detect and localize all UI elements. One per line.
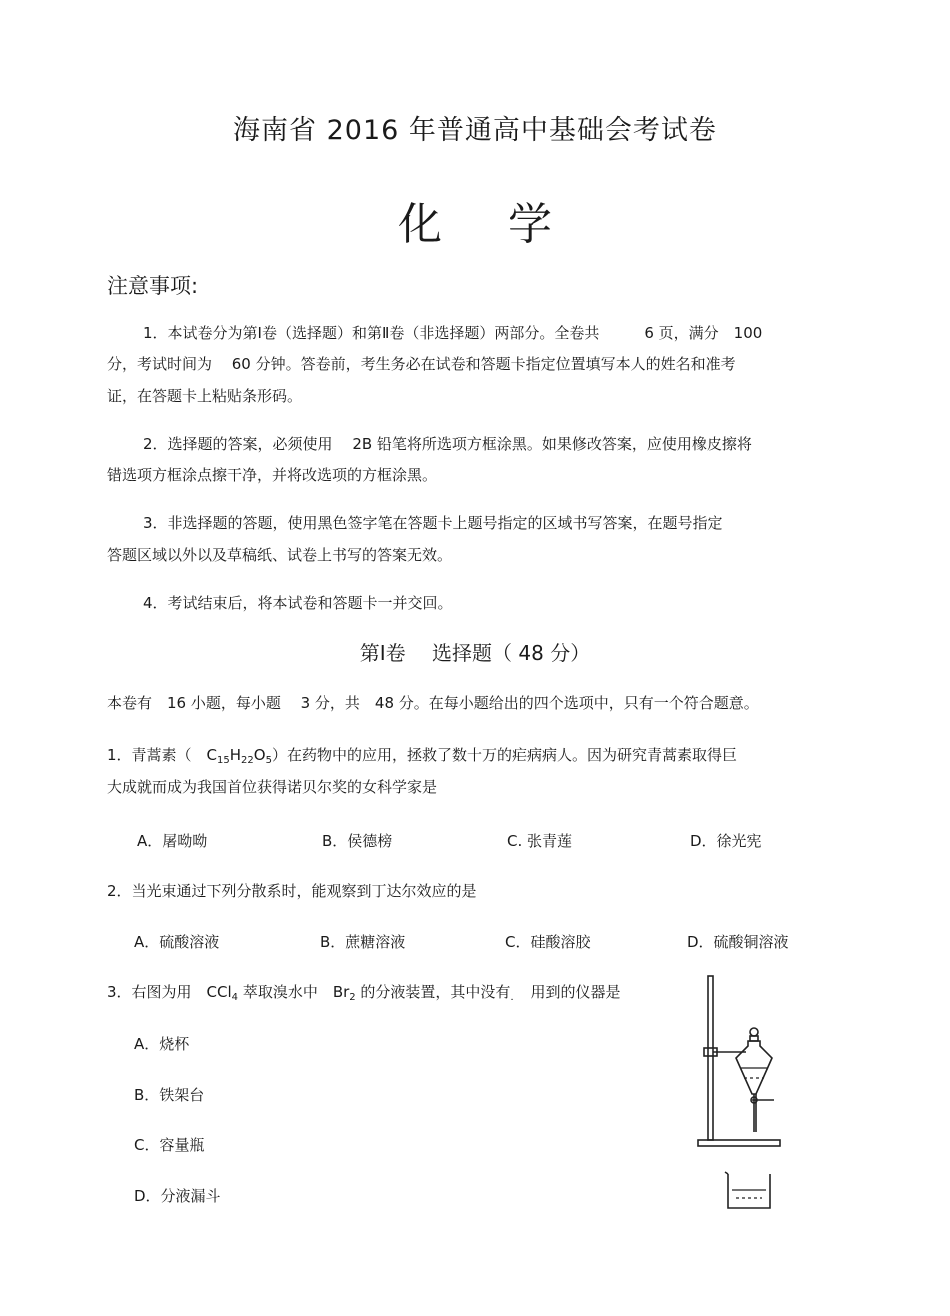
q1-suffix: ）在药物中的应用，拯救了数十万的疟病病人。因为研究青蒿素取得巨	[271, 746, 737, 764]
notice-item-3-line-2: 答题区域以外以及草稿纸、试卷上书写的答案无效。	[107, 546, 453, 564]
q3-emphasis-dot: ．	[510, 992, 516, 1003]
question-1-line-2: 大成就而成为我国首位获得诺贝尔奖的女科学家是	[107, 778, 438, 796]
subject-char-2: 学	[508, 199, 552, 250]
q2-option-d: D．硫酸铜溶液	[687, 933, 789, 951]
stand-rod	[708, 976, 713, 1140]
subject-char-1: 化	[398, 199, 442, 250]
subject-title	[0, 188, 950, 252]
notice-heading: 注意事项:	[107, 274, 199, 298]
q3-option-d: D．分液漏斗	[134, 1187, 221, 1205]
q3-sub-2: 2	[349, 992, 356, 1003]
q1-option-d: D．徐光宪	[690, 832, 762, 850]
q2-option-c: C．硅酸溶胶	[505, 933, 591, 951]
stand-base	[698, 1140, 780, 1146]
notice-item-4: 4．考试结束后，将本试卷和答题卡一并交回。	[143, 594, 453, 612]
q1-sub-22: 22	[241, 755, 254, 766]
q3-option-b: B．铁架台	[134, 1086, 205, 1104]
separatory-funnel-apparatus-figure	[690, 972, 800, 1217]
q1-option-a: A．屠呦呦	[137, 832, 208, 850]
notice-item-3-line-1: 3．非选择题的答题，使用黑色签字笔在答题卡上题号指定的区域书写答案，在题号指定	[143, 514, 723, 532]
notice-item-1-line-1: 1．本试卷分为第Ⅰ卷（选择题）和第Ⅱ卷（非选择题）两部分。全卷共 6 页，满分 100	[143, 324, 763, 342]
section-intro: 本卷有 16 小题，每小题 3 分，共 48 分。在每小题给出的四个选项中，只有一个符合题意。	[107, 694, 759, 712]
q1-option-b: B．侯德榜	[322, 832, 393, 850]
q1-sub-5: 5	[265, 755, 272, 766]
q3-suffix: 用到的仪器是	[515, 983, 621, 1001]
beaker	[728, 1174, 770, 1208]
question-2-stem: 2．当光束通过下列分散系时，能观察到丁达尔效应的是	[107, 882, 477, 900]
q3-mid: 萃取溴水中 Br	[238, 983, 350, 1001]
q3-option-a: A．烧杯	[134, 1035, 190, 1053]
notice-item-1-line-3: 证，在答题卡上粘贴条形码。	[107, 387, 303, 405]
q1-sub-15: 15	[217, 755, 230, 766]
q1-option-c: C. 张青莲	[507, 832, 573, 850]
notice-item-1-line-2: 分，考试时间为 60 分钟。答卷前，考生务必在试卷和答题卡指定位置填写本人的姓名和准考	[107, 355, 736, 373]
notice-item-2-line-1: 2．选择题的答案，必须使用 2B 铅笔将所选项方框涂黑。如果修改答案，应使用橡皮擦将	[143, 435, 752, 453]
q1-o: O	[253, 746, 266, 764]
q1-h: H	[229, 746, 242, 764]
funnel-stopper	[750, 1028, 758, 1036]
exam-title: 海南省 2016 年普通高中基础会考试卷	[233, 115, 717, 146]
q2-option-b: B．蔗糖溶液	[320, 933, 406, 951]
question-1-stem	[107, 745, 737, 771]
section-title: 第Ⅰ卷 选择题（ 48 分）	[359, 641, 591, 665]
q3-sub-4: 4	[231, 992, 239, 1003]
q3-mid-2: 的分液装置，其中没有	[355, 983, 511, 1001]
q1-prefix: 1．青蒿素（ C	[107, 746, 218, 764]
question-3-stem	[107, 982, 620, 1008]
q3-prefix: 3．右图为用 CCl	[107, 983, 232, 1001]
q3-option-c: C．容量瓶	[134, 1136, 205, 1154]
notice-item-2-line-2: 错选项方框涂点擦干净，并将改选项的方框涂黑。	[107, 466, 438, 484]
q2-option-a: A．硫酸溶液	[134, 933, 220, 951]
